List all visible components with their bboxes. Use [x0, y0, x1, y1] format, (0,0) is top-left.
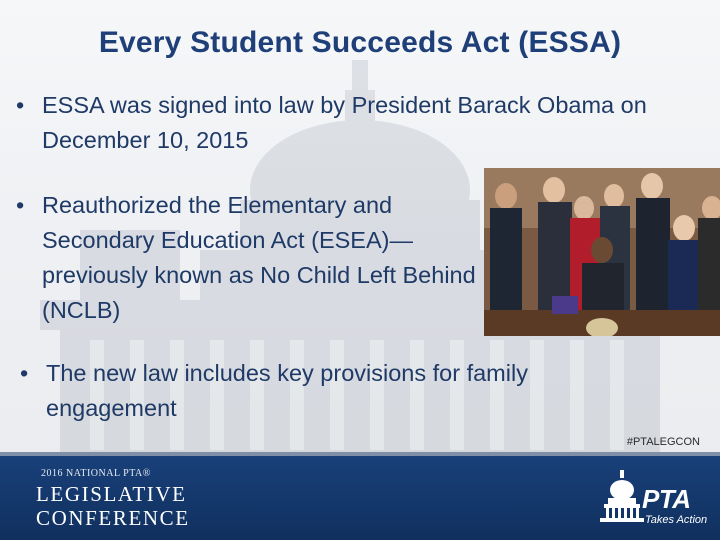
bullet-item — [16, 188, 482, 328]
bullet-text: The new law includes key provisions for family engagement — [46, 360, 528, 421]
bullet-marker: • — [16, 92, 25, 118]
bullet-text: ESSA was signed into law by President Barack Obama on December 10, 2015 — [42, 92, 647, 153]
pta-logo-subtitle: Takes Action — [645, 514, 708, 526]
bullet-marker: • — [16, 192, 25, 218]
conference-title-line1: LEGISLATIVE — [36, 482, 187, 506]
conference-year: 2016 NATIONAL PTA® — [41, 468, 151, 479]
bullet-marker: • — [20, 360, 29, 386]
event-hashtag: #PTALEGCON — [626, 436, 700, 448]
bill-signing-photo — [484, 168, 720, 336]
pta-logo-text: PTA — [642, 484, 691, 514]
conference-title-line2: CONFERENCE — [36, 506, 190, 530]
photo-illustration — [484, 168, 720, 336]
bullet-text: Reauthorized the Elementary and Secondary Education Act (ESEA)—previously known as No Child Left Behind (NCLB) — [42, 192, 476, 323]
bullet-item — [20, 356, 646, 426]
bullet-item — [16, 88, 712, 158]
slide-title: Every Student Succeeds Act (ESSA) — [98, 26, 622, 59]
